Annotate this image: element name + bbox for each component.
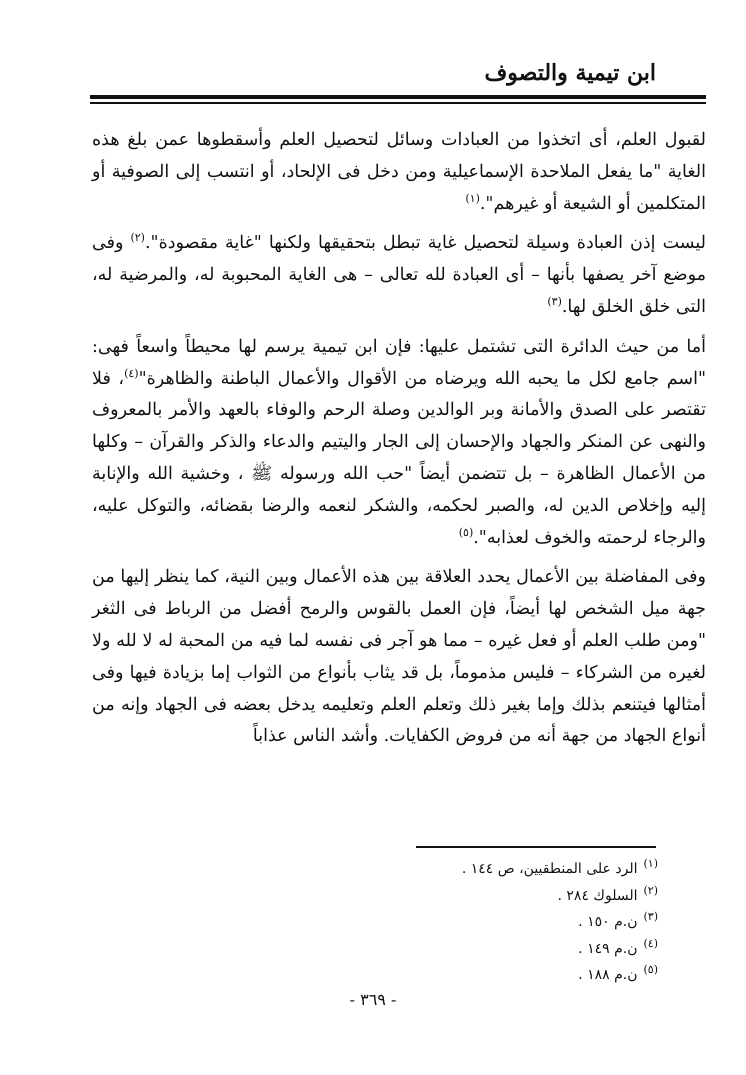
footnote-4 [258, 936, 658, 963]
footnote-text: ن.م ١٨٨ . [578, 967, 638, 983]
footnote-ref-4: (٤) [124, 366, 139, 380]
paragraph-3-text-a: أما من حيث الدائرة التى تشتمل عليها: فإن ابن تيمية يرسم لها محيطاً واسعاً فهى: "اسم جامع لكل ما يحبه الله ويرضاه من الأقوال والأعمال الباطنة والظاهرة" [92, 336, 706, 389]
paragraph-2-text-b: وفى موضع آخر يصفها بأنها – أى العبادة لله تعالى – هى الغاية المحبوبة له، والمرضية له، التى خلق الخلق لها. [92, 233, 706, 317]
footnote-number: (٣) [643, 910, 658, 924]
footnote-separator [416, 846, 656, 848]
paragraph-1 [92, 125, 706, 220]
body-text [92, 125, 706, 761]
paragraph-3-text-b: ، فلا تقتصر على الصدق والأمانة وبر الوالدين وصلة الرحم والوفاء بالعهد والأمر بالمعروف والنهى عن المنكر والجهاد والإحسان إلى الجار واليتيم والدعاء والذكر والقرآن – وكلها من الأعمال الظاهرة – بل تتضمن أيضاً "حب الله ورسوله ﷺ ، وخشية الله والإنابة إليه وإخلاص الدين له، والصبر لحكمه، والشكر لنعمه والرضا بقضائه، والتوكل عليه، والرجاء لرحمته والخوف لعذابه". [92, 368, 706, 548]
paragraph-1-text: لقبول العلم، أى اتخذوا من العبادات وسائل لتحصيل العلم وأسقطوها عمن بلغ هذه الغاية "ما يفعل الملاحدة الإسماعيلية ومن دخل فى الإلحاد، أو انتسب إلى الصوفية أو المتكلمين أو الشيعة أو غيرهم". [92, 130, 706, 214]
footnote-text: ن.م ١٤٩ . [578, 940, 638, 957]
footnote-3 [258, 909, 658, 936]
running-header: ابن تيمية والتصوف [484, 60, 656, 86]
footnote-number: (٢) [643, 883, 658, 897]
page-number: - ٣٦٩ - [349, 990, 397, 1009]
footnote-ref-5: (٥) [458, 525, 474, 539]
paragraph-3 [92, 332, 706, 555]
footnote-text: ن.م ١٥٠ . [578, 914, 638, 930]
footnote-text: السلوك ٢٨٤ . [557, 887, 638, 904]
footnote-2 [258, 883, 658, 910]
paragraph-4-text: وفى المفاضلة بين الأعمال يحدد العلاقة بين هذه الأعمال وبين النية، كما ينظر إليها من جهة ميل الشخص لها أيضاً، فإن العمل بالقوس والرمح أفضل من الرباط فى الثغر "ومن طلب العلم أو فعل غيره – مما هو آجر فى نفسه لما فيه من المحبة له لا لله ولا لغيره من الشركاء – فليس مذموماً، بل قد يثاب بأنواع من الثواب إما بزيادة فيها وفى أمثالها فيتنعم بذلك وإما بغير ذلك وتعلم العلم وتعليمه يدخل بعضه فى الجهاد وإنه من أنواع الجهاد من جهة أنه من فروض الكفايات. وأشد الناس عذاباً [92, 567, 706, 747]
footnote-text: الرد على المنطقيين، ص ١٤٤ . [461, 861, 638, 877]
paragraph-2-text-a: ليست إذن العبادة وسيلة لتحصيل غاية تبطل بتحقيقها ولكنها "غاية مقصودة". [144, 233, 706, 254]
footnote-5 [258, 962, 658, 989]
footnote-ref-1: (١) [465, 191, 480, 205]
footnotes [258, 856, 658, 989]
footnote-1 [258, 856, 658, 883]
footnote-ref-3: (٣) [547, 295, 562, 309]
header-rule-thick [90, 95, 706, 99]
footnote-number: (٥) [643, 963, 658, 977]
footnote-number: (١) [643, 857, 658, 871]
paragraph-4 [92, 562, 706, 753]
footnote-ref-2: (٢) [130, 231, 145, 245]
header-rule-thin [90, 102, 706, 104]
paragraph-2 [92, 228, 706, 323]
footnote-number: (٤) [643, 936, 658, 950]
